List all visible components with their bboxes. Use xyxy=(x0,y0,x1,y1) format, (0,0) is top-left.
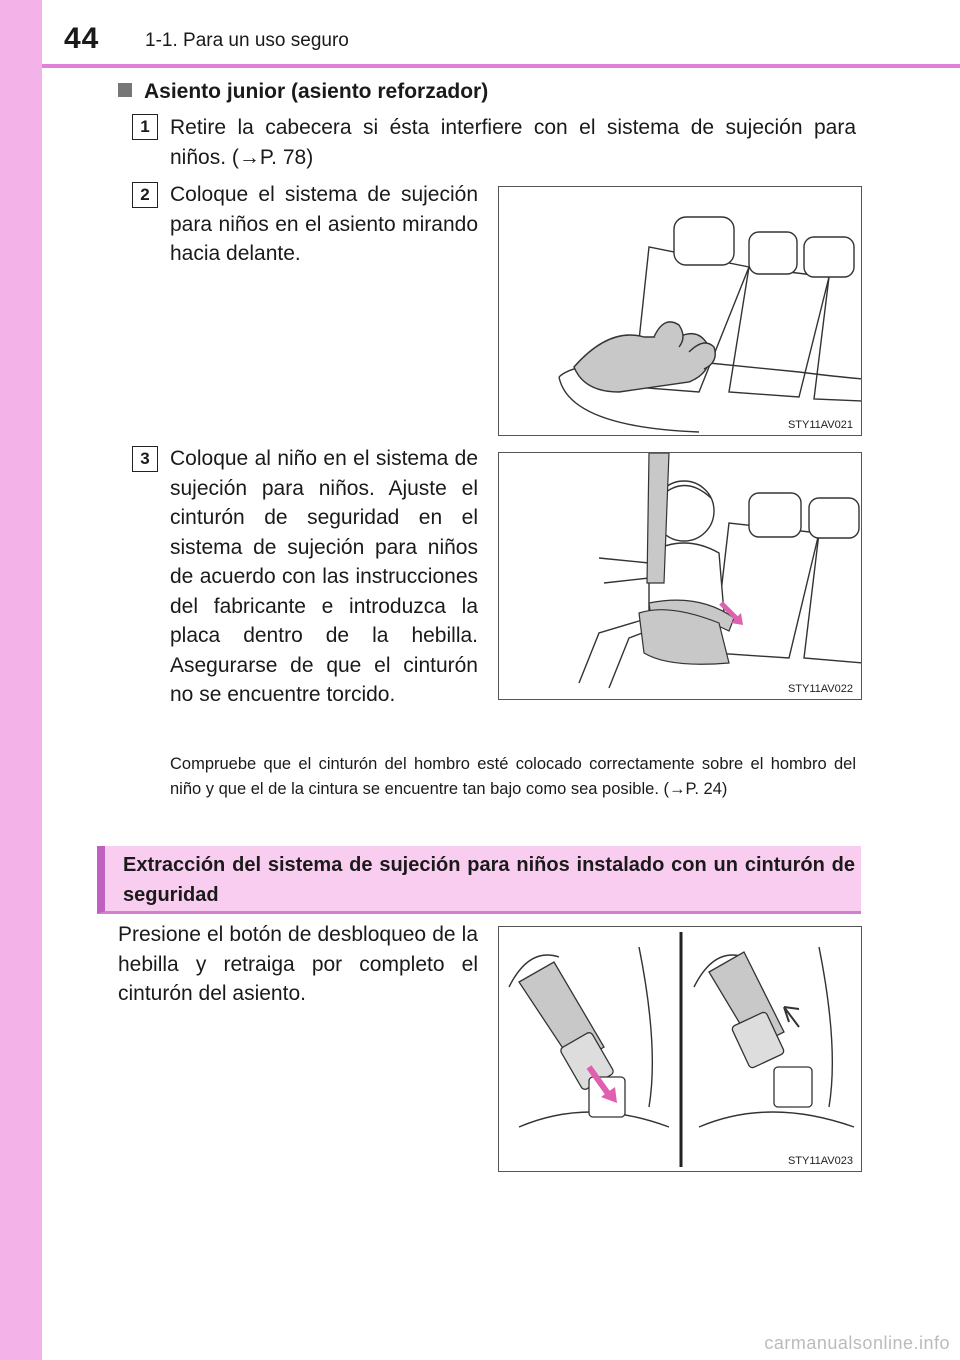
figure-child-in-booster xyxy=(498,452,862,700)
step-number-2: 2 xyxy=(132,182,158,208)
note-text: Compruebe que el cinturón del hombro esté colocado correctamente sobre el hombro del niño y que el de la cintura se encuentre tan bajo como sea posible. (→P. 24) xyxy=(170,755,856,798)
figure-code-3: STY11AV023 xyxy=(787,1155,853,1167)
removal-instruction: Presione el botón de desbloqueo de la hebilla y retraiga por completo el cinturón del asiento. xyxy=(118,923,478,1005)
figure-buckle-release xyxy=(498,926,862,1172)
page-number: 44 xyxy=(64,22,100,55)
section-title xyxy=(118,80,488,104)
buckle-release-illustration xyxy=(499,927,862,1172)
booster-seat-illustration xyxy=(499,187,862,436)
page-sidebar-tab xyxy=(0,0,42,1360)
section-title-text: Asiento junior (asiento reforzador) xyxy=(144,80,489,103)
step-2-text: Coloque el sistema de sujeción para niños en el asiento mirando hacia delante. xyxy=(170,183,478,265)
step-3-text: Coloque al niño en el sistema de sujeción para niños. Ajuste el cinturón de seguridad en el sistema de sujeción para niños de acuerdo con las instrucciones del fabricante e introduzca la placa dentro de la hebilla. Asegurarse de que el cinturón no se encuentre torcido. xyxy=(170,447,478,706)
step-1-text: Retire la cabecera si ésta interfiere con el sistema de sujeción para niños. (→P. 78) xyxy=(170,116,856,169)
footer-watermark: carmanualsonline.info xyxy=(764,1333,950,1353)
step-number-1: 1 xyxy=(132,114,158,140)
breadcrumb: 1-1. Para un uso seguro xyxy=(145,30,349,51)
banner-title: Extracción del sistema de sujeción para niños instalado con un cinturón de seguridad xyxy=(123,854,855,906)
section-banner xyxy=(97,846,861,914)
child-belt-illustration xyxy=(499,453,862,700)
figure-booster-seat xyxy=(498,186,862,436)
figure-code-2: STY11AV022 xyxy=(787,683,853,695)
step-number-3: 3 xyxy=(132,446,158,472)
bullet-square-icon xyxy=(118,83,132,97)
figure-code-1: STY11AV021 xyxy=(787,419,853,431)
header-rule xyxy=(42,64,960,68)
